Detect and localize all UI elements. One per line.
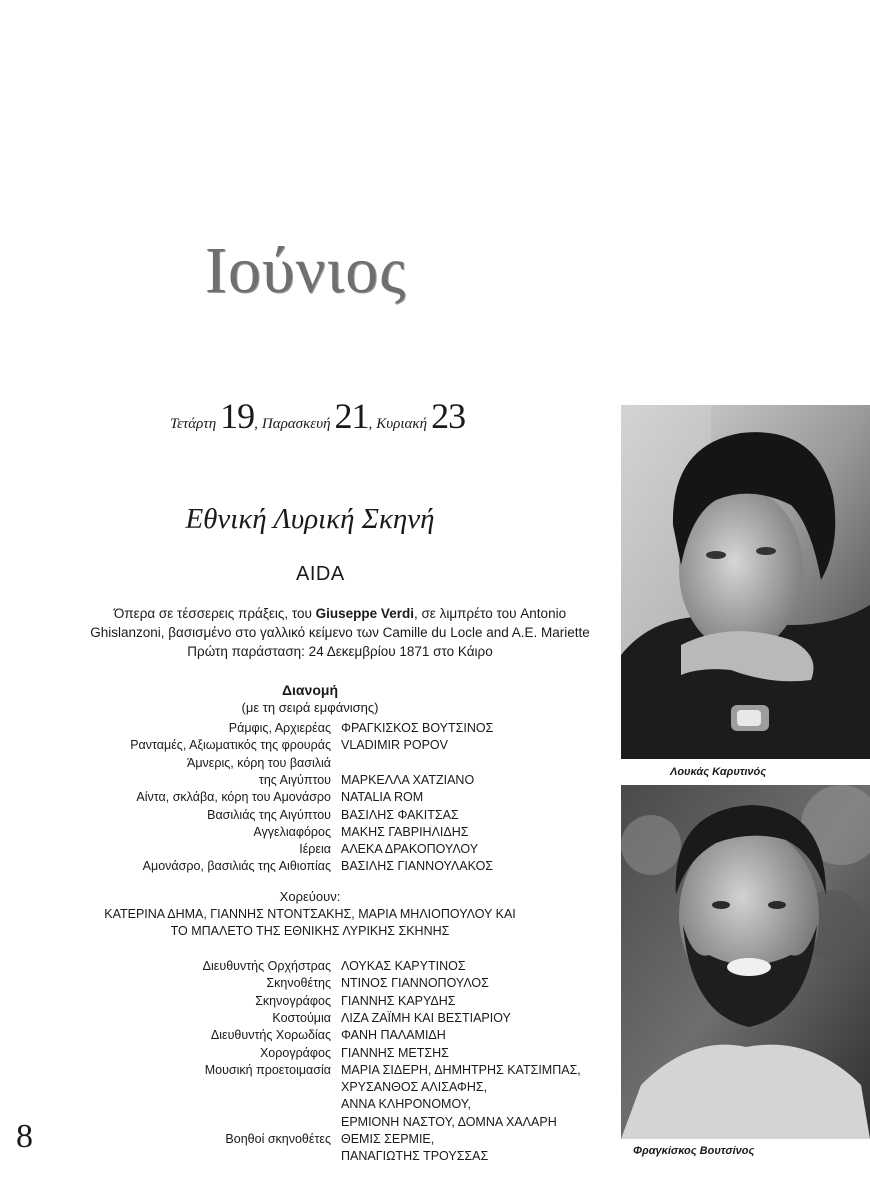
portrait-photo-singer: [621, 785, 870, 1139]
crew-name: ΠΑΝΑΓΙΩΤΗΣ ΤΡΟΥΣΣΑΣ: [341, 1149, 489, 1164]
crew-role: Σκηνοθέτης: [266, 976, 331, 991]
cast-name: ΒΑΣΙΛΗΣ ΓΙΑΝΝΟΥΛΑΚΟΣ: [341, 859, 494, 874]
cast-role: Ρανταμές, Αξιωματικός της φρουράς: [130, 738, 331, 753]
cast-name: VLADIMIR POPOV: [341, 738, 448, 753]
crew-name: ΜΑΡΙΑ ΣΙΔΕΡΗ, ΔΗΜΗΤΡΗΣ ΚΑΤΣΙΜΠΑΣ,: [341, 1062, 581, 1077]
month-heading: Ιούνιος: [205, 234, 407, 307]
crew-name: ΦΑΝΗ ΠΑΛΑΜΙΔΗ: [341, 1028, 446, 1043]
cast-role: Ιέρεια: [299, 842, 331, 857]
cast-name: ΑΛΕΚΑ ΔΡΑΚΟΠΟΥΛΟΥ: [341, 842, 479, 857]
date-day: 21: [334, 396, 369, 436]
cast-name: ΒΑΣΙΛΗΣ ΦΑΚΙΤΣΑΣ: [341, 807, 459, 822]
crew-role: Σκηνογράφος: [255, 993, 331, 1008]
crew-name: ΓΙΑΝΝΗΣ ΚΑΡΥΔΗΣ: [341, 993, 456, 1008]
cast-role: Αμονάσρο, βασιλιάς της Αιθιοπίας: [142, 859, 331, 874]
photo-caption-conductor: Λουκάς Καρυτινός: [670, 766, 767, 778]
portrait-singer-image: [621, 785, 870, 1139]
crew-name: ΕΡΜΙΟΝΗ ΝΑΣΤΟΥ, ΔΟΜΝΑ ΧΑΛΑΡΗ: [341, 1114, 557, 1129]
crew-role: Διευθυντής Χορωδίας: [210, 1028, 331, 1043]
crew-name: ΛΟΥΚΑΣ ΚΑΡΥΤΙΝΟΣ: [341, 959, 466, 973]
crew-name: ΘΕΜΙΣ ΣΕΡΜΙΕ,: [341, 1132, 435, 1146]
portrait-conductor-image: [621, 405, 870, 759]
crew-role: Μουσική προετοιμασία: [204, 1062, 331, 1077]
crew-name: ΝΤΙΝΟΣ ΓΙΑΝΝΟΠΟΥΛΟΣ: [341, 976, 489, 991]
cast-role: Βασιλιάς της Αιγύπτου: [207, 807, 331, 822]
intro-post: , σε λιμπρέτο του Antonio: [413, 606, 567, 621]
crew-name: ΑΝΝΑ ΚΛΗΡΟΝΟΜΟΥ,: [341, 1097, 471, 1112]
crew-name: ΓΙΑΝΝΗΣ ΜΕΤΣΗΣ: [341, 1045, 449, 1060]
date-day: 19: [220, 396, 255, 436]
cast-name: ΜΑΡΚΕΛΛΑ ΧΑΤΖΙΑΝΟ: [341, 772, 475, 787]
cast-role: Αγγελιαφόρος: [253, 824, 331, 839]
crew-role: Διευθυντής Ορχήστρας: [202, 959, 331, 973]
dancers-line-2: ΤΟ ΜΠΑΛΕΤΟ ΤΗΣ ΕΘΝΙΚΗΣ ΛΥΡΙΚΗΣ ΣΚΗΝΗΣ: [170, 924, 450, 938]
crew-role: Κοστούμια: [272, 1010, 331, 1025]
intro-pre: Όπερα σε τέσσερεις πράξεις, του: [113, 606, 316, 621]
date-separator: ,: [368, 416, 373, 432]
cast-subheading: (με τη σειρά εμφάνισης): [241, 700, 379, 715]
company-name: Εθνική Λυρική Σκηνή: [185, 503, 435, 535]
cast-role: Αίντα, σκλάβα, κόρη του Αμονάσρο: [136, 790, 331, 805]
date-weekday: Κυριακή: [376, 416, 428, 432]
work-title: AIDA: [296, 563, 345, 585]
cast-name: NATALIA ROM: [341, 790, 424, 805]
page-number: 8: [16, 1118, 33, 1155]
intro-line-3: Πρώτη παράσταση: 24 Δεκεμβρίου 1871 στο Κάιρο: [187, 644, 493, 659]
intro-line-2: Ghislanzoni, βασισμένο στο γαλλικό κείμενο των Camille du Locle and A.E. Mariette: [90, 625, 590, 640]
date-weekday: Τετάρτη: [170, 416, 217, 432]
intro-line-1: [80, 604, 600, 623]
date-weekday: Παρασκευή: [261, 416, 331, 432]
opera-intro: [80, 604, 600, 661]
cast-name: ΜΑΚΗΣ ΓΑΒΡΙΗΛΙΔΗΣ: [341, 824, 469, 839]
crew-role: Χορογράφος: [259, 1045, 331, 1060]
crew-name: ΧΡΥΣΑΝΘΟΣ ΑΛΙΣΑΦΗΣ,: [341, 1080, 488, 1095]
performance-dates: [170, 398, 465, 434]
cast-role: της Αιγύπτου: [258, 772, 331, 787]
cast-name: ΦΡΑΓΚΙΣΚΟΣ ΒΟΥΤΣΙΝΟΣ: [341, 721, 494, 735]
crew-name: ΛΙΖΑ ΖΑΪΜΗ ΚΑΙ ΒΕΣΤΙΑΡΙΟΥ: [341, 1010, 511, 1025]
dancers-heading: Χορεύουν:: [279, 889, 341, 904]
composer-name: Giuseppe Verdi: [315, 606, 414, 621]
crew-role: Βοηθοί σκηνοθέτες: [225, 1132, 331, 1146]
dancers-list: [40, 906, 580, 940]
cast-role: Άμνερις, κόρη του βασιλιά: [187, 755, 331, 770]
cast-heading: Διανομή: [281, 682, 338, 698]
dancers-line-1: ΚΑΤΕΡΙΝΑ ΔΗΜΑ, ΓΙΑΝΝΗΣ ΝΤΟΝΤΣΑΚΗΣ, ΜΑΡΙΑ ΜΗΛΙΟΠΟΥΛΟΥ ΚΑΙ: [104, 907, 516, 921]
date-day: 23: [431, 396, 466, 436]
cast-role: Ράμφις, Αρχιερέας: [228, 721, 331, 735]
date-separator: ,: [254, 416, 258, 432]
photo-caption-singer: Φραγκίσκος Βουτσίνος: [633, 1145, 755, 1157]
portrait-photo-conductor: [621, 405, 870, 759]
